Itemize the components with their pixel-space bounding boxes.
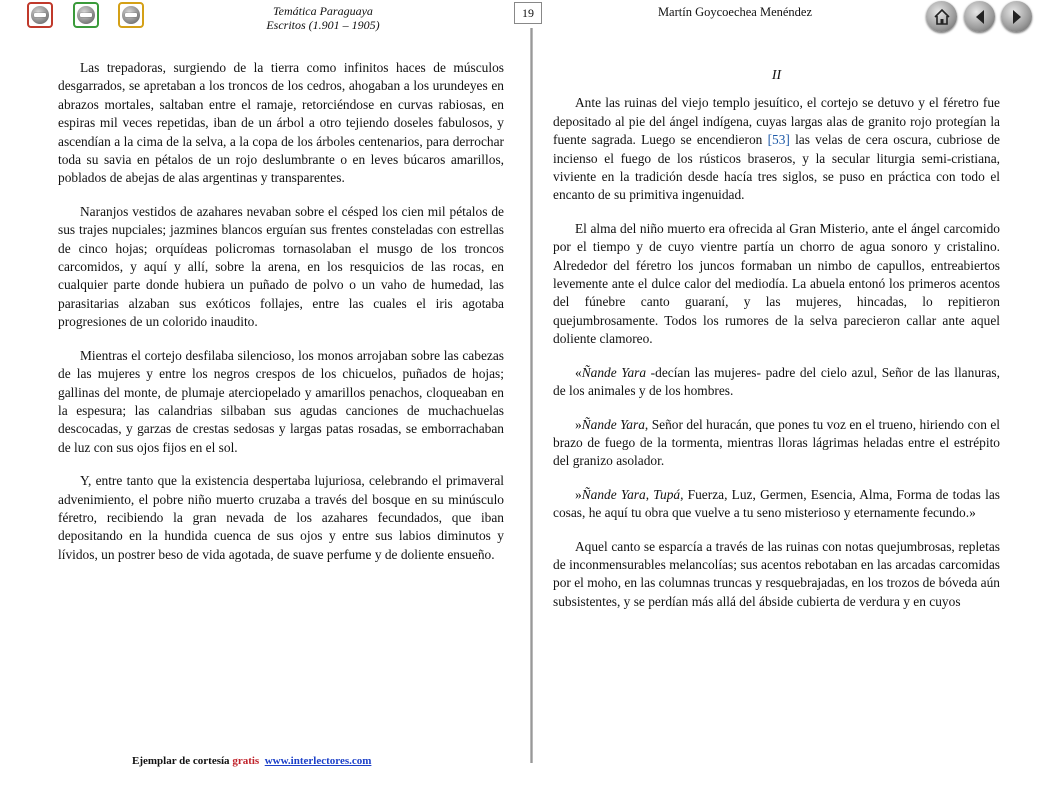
right-column bbox=[553, 63, 1000, 626]
home-icon bbox=[933, 8, 951, 26]
arrow-left-icon bbox=[972, 8, 988, 26]
paragraph: Aquel canto se esparcía a través de las ruinas con notas quejumbrosas, repletas de inconmensurables melancolías; sus acentos rebotaban en las arcadas carcomidas por el moho, en las columnas truncas y resquebrajadas, en los trozos de bóveda aún subsistentes, y se perdían más allá del ábside cubierta de verdura y en cuyos bbox=[553, 538, 1000, 609]
book-title: Temática Paraguaya bbox=[273, 4, 373, 18]
footer bbox=[132, 755, 371, 767]
paragraph: Las trepadoras, surgiendo de la tierra como infinitos haces de músculos desgarrados, se apretaban a los troncos de los cedros, ahogaban a los urundeyes en abrazos mortales, saltaban entre el ramaje, retorciéndose en curvas rabiosas, en espiras mil veces repetidas, iban de un árbol a otro tejiendo doseles fabulosos, y ascendían a la cima de la selva, a la copa de los árboles centenarios, para derrochar toda su savia en pétalos de un rojo deslumbrante o en leves búcaros amarillos, poblados de abejas de alas argentinas y transparentes. bbox=[58, 60, 504, 186]
book-title-block bbox=[248, 4, 398, 32]
chapter-heading: II bbox=[771, 68, 782, 83]
paragraph: El alma del niño muerto era ofrecida al Gran Misterio, ante el ángel carcomido por el tiempo y de cuyo vientre partía un chorro de agua sonoro y cristalino. Alrededor del féretro los juncos formaban un nimbo de capullos, entreabiertos levemente ante el dulce calor del mediodía. La abuela entonó los primeros acentos del fúnebre canto guaraní, y las mujeres, hincadas, lo repitieron quejumbrosamente. Todos los rumores de la selva parecieron callar ante aquel doliente clamoreo. bbox=[553, 220, 1000, 347]
paragraph: Ante las ruinas del viejo templo jesuítico, el cortejo se detuvo y el féretro fue depositado al pie del ángel indígena, cuyas largas alas de granito rojo protegían la fuente sagrada. Luego se encendieron [53] las velas de cera oscura, cubriose de incienso el fuego de los rústicos braseros, y la secular liturgia semi-cristiana, viviente en la tradición desde hacía tres siglos, se puso en práctica con todo el encanto de su primitiva ingenuidad. bbox=[553, 95, 1000, 203]
minus-icon bbox=[77, 6, 95, 24]
next-page-button[interactable] bbox=[1001, 1, 1032, 32]
paragraph: Y, entre tanto que la existencia despertaba lujuriosa, celebrando el primaveral advenimiento, el pobre niño muerto cruzaba a través del bosque en su minúsculo féretro, recibiendo la gran nevada de los azahares fecundados, que iban depositando en la hundida cuenca de sus ojos y entre sus labios diminutos y lívidos, un postrer beso de vida agotada, de suave perfume y de doliente ensueño. bbox=[58, 473, 504, 562]
paragraph: »Ñande Yara, Tupá, Fuerza, Luz, Germen, Esencia, Alma, Forma de todas las cosas, he aquí tu obra que vuelve a tu seno misterioso y eternamente fecundo.» bbox=[553, 486, 1000, 521]
minimize-green-button[interactable] bbox=[73, 2, 99, 28]
author-name: Martín Goycoechea Menéndez bbox=[657, 5, 813, 19]
footnote-link[interactable]: [53] bbox=[767, 132, 790, 148]
page-number: 19 bbox=[514, 2, 542, 24]
paragraph: «Ñande Yara -decían las mujeres- padre del cielo azul, Señor de las llanuras, de los animales y de los hombres. bbox=[553, 364, 1000, 399]
minimize-red-button[interactable] bbox=[27, 2, 53, 28]
paragraph: Mientras el cortejo desfilaba silencioso, los monos arrojaban sobre las cabezas de las mujeres y entre los negros crespos de los chicuelos, puñados de hojas; gallinas del monte, de plumaje aterciopelado y amarillos penachos, cloqueaban en la espesura; las calandrias silbaban sus agudas canciones de muchachuelas descocadas, y garzas de crestas sedosas y largas patas rosadas, se emborrachaban de luz con sus ojos fijos en el sol. bbox=[58, 347, 504, 455]
book-subtitle: Escritos (1.901 – 1905) bbox=[266, 18, 380, 32]
paragraph: »Ñande Yara, Señor del huracán, que pones tu voz en el trueno, hiriendo con el brazo de fuego de la tormenta, mientras lloras lágrimas heladas entre el estrépito del granizo asolador. bbox=[553, 416, 1000, 469]
left-column bbox=[58, 59, 504, 579]
arrow-right-icon bbox=[1009, 8, 1025, 26]
column-divider bbox=[530, 28, 533, 763]
minus-icon bbox=[31, 6, 49, 24]
footer-link[interactable]: www.interlectores.com bbox=[264, 755, 372, 767]
home-button[interactable] bbox=[926, 1, 957, 32]
paragraph: Naranjos vestidos de azahares nevaban sobre el césped los cien mil pétalos de sus trajes nupciales; jazmines blancos erguían sus frentes consteladas con estrellas de cinco hojas; orquídeas policromas tornasolaban el musgo de los troncos carcomidos, y aquí y allí, sobre la arena, en los resquicios de las rocas, en cualquier parte donde hubiera un puñado de polvo o un vaho de humedad, las parasitarias alzaban sus exóticos follajes, entre las cuales el iris agotaba progresiones de un colorido inaudito. bbox=[58, 203, 504, 330]
footer-text: Ejemplar de cortesía bbox=[132, 755, 233, 767]
footer-gratis: gratis bbox=[232, 755, 260, 767]
minus-icon bbox=[122, 6, 140, 24]
previous-page-button[interactable] bbox=[964, 1, 995, 32]
minimize-yellow-button[interactable] bbox=[118, 2, 144, 28]
